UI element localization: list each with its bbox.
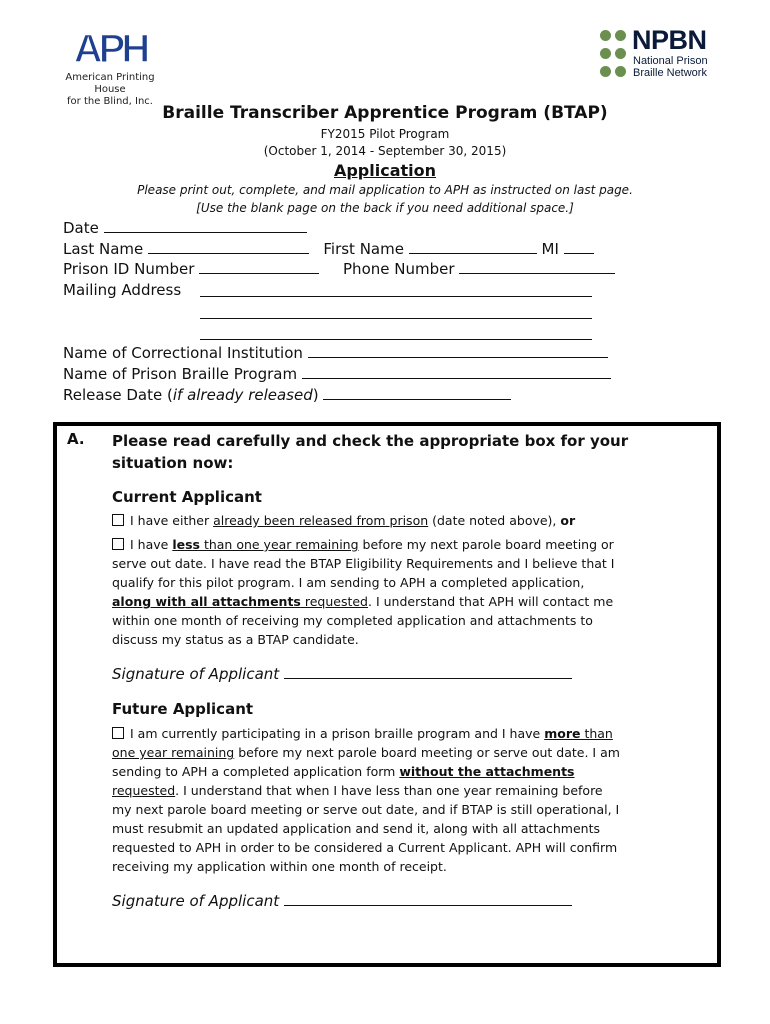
aph-name-line1: American Printing House (65, 72, 155, 95)
braille-dot (600, 30, 611, 41)
date-field[interactable] (63, 218, 307, 237)
signature-label: Signature of Applicant (112, 665, 280, 683)
c2-line3: qualify for this pilot program. I am sending to APH a completed application, (112, 575, 585, 590)
released-checkbox[interactable] (112, 514, 124, 526)
name-row (63, 239, 594, 258)
f-without-attachments: without the attachments (399, 764, 575, 779)
braille-program-field[interactable] (63, 364, 611, 383)
f-pre: I am currently participating in a prison braille program and I have (130, 726, 545, 741)
signature-future[interactable] (112, 891, 572, 910)
f-line4-rest: . I understand that when I have less than one year remaining before (175, 783, 603, 798)
aph-logo-letters: APH (73, 27, 147, 68)
c2-requested: requested (300, 594, 368, 609)
id-phone-row (63, 259, 615, 278)
section-a-letter: A. (67, 430, 85, 448)
c2-rest: before my next parole board meeting or (358, 537, 614, 552)
phone-line[interactable] (459, 259, 615, 274)
mi-line[interactable] (564, 239, 594, 254)
date-line[interactable] (104, 218, 307, 233)
c2-line6: discuss my status as a BTAP candidate. (112, 632, 359, 647)
option-future[interactable] (112, 724, 692, 876)
signature-label-2: Signature of Applicant (112, 892, 280, 910)
institution-line[interactable] (308, 343, 608, 358)
c2-line2: serve out date. I have read the BTAP Eligibility Requirements and I believe that I (112, 556, 615, 571)
f-line6: must resubmit an updated application and send it, along with all attachments (112, 821, 601, 836)
f-line5: my next parole board meeting or serve out date, and if BTAP is still operational, I (112, 802, 620, 817)
f-one-year: one year remaining (112, 745, 235, 760)
braille-dot (615, 30, 626, 41)
phone-label: Phone Number (343, 260, 455, 278)
c2-underlined: than one year remaining (199, 537, 359, 552)
less-than-year-checkbox[interactable] (112, 538, 124, 550)
future-applicant-heading: Future Applicant (112, 700, 254, 718)
braille-dot (600, 66, 611, 77)
current-applicant-heading: Current Applicant (112, 488, 262, 506)
c2-less: less (172, 537, 200, 552)
c1-text: I have either (130, 513, 214, 528)
braille-program-line[interactable] (302, 364, 611, 379)
last-name-label: Last Name (63, 240, 144, 258)
signature-line[interactable] (284, 664, 572, 679)
release-label-italic: if already released (172, 386, 313, 404)
braille-dot (600, 48, 611, 59)
first-name-label: First Name (323, 240, 404, 258)
f-requested: requested (112, 783, 176, 798)
prison-id-label: Prison ID Number (63, 260, 195, 278)
braille-dot (615, 48, 626, 59)
c2-line4-rest: . I understand that APH will contact me (368, 594, 614, 609)
subtitle-program: FY2015 Pilot Program (320, 127, 450, 141)
npbn-logo (598, 25, 723, 80)
instruction-mail: Please print out, complete, and mail application to APH as instructed on last page. (137, 183, 633, 197)
c1-mid: (date noted above), (428, 513, 561, 528)
aph-name-line2: for the Blind, Inc. (67, 96, 153, 107)
release-label-pre: Release Date ( (63, 386, 173, 404)
aph-logo (50, 20, 170, 107)
instruction-blank-page: [Use the blank page on the back if you need additional space.] (196, 201, 574, 215)
braille-dot (615, 66, 626, 77)
future-checkbox[interactable] (112, 727, 124, 739)
mailing-address-line-1[interactable] (200, 296, 592, 297)
first-name-line[interactable] (409, 239, 537, 254)
subtitle-dates: (October 1, 2014 - September 30, 2015) (263, 144, 507, 158)
c1-underlined: already been released from prison (213, 513, 429, 528)
release-label-post: ) (312, 386, 319, 404)
option-less-than-one-year[interactable] (112, 535, 687, 649)
f-than: than (580, 726, 613, 741)
f-line3-pre: sending to APH a completed application form (112, 764, 400, 779)
aph-logo-mark (50, 20, 170, 68)
braille-program-label: Name of Prison Braille Program (63, 365, 298, 383)
document-title: Braille Transcriber Apprentice Program (BTAP) (162, 103, 608, 123)
mailing-address-line-2[interactable] (200, 318, 592, 319)
c2-pre: I have (130, 537, 173, 552)
npbn-line1: National Prison (633, 55, 708, 67)
date-label: Date (63, 219, 99, 237)
section-a-heading-line2: situation now: (112, 454, 234, 472)
release-date-field[interactable] (63, 385, 511, 404)
f-line7: requested to APH in order to be considered a Current Applicant. APH will confirm (112, 840, 618, 855)
option-released[interactable] (112, 511, 575, 530)
f-line2-rest: before my next parole board meeting or serve out date. I am (234, 745, 620, 760)
mi-label: MI (541, 240, 559, 258)
signature-line-2[interactable] (284, 891, 572, 906)
prison-id-line[interactable] (199, 259, 319, 274)
c2-attachments: along with all attachments (112, 594, 301, 609)
last-name-line[interactable] (148, 239, 309, 254)
npbn-line2: Braille Network (633, 67, 707, 79)
release-date-line[interactable] (323, 385, 511, 400)
f-line8: receiving my application within one month of receipt. (112, 859, 447, 874)
application-heading: Application (333, 161, 437, 180)
npbn-wordmark: NPBN (632, 25, 707, 55)
f-more: more (544, 726, 581, 741)
c2-line5: within one month of receiving my completed application and attachments to (112, 613, 593, 628)
c1-or: or (560, 513, 576, 528)
institution-label: Name of Correctional Institution (63, 344, 303, 362)
mailing-address-line-3[interactable] (200, 339, 592, 340)
signature-current[interactable] (112, 664, 572, 683)
section-a-heading-line1: Please read carefully and check the appropriate box for your (112, 432, 629, 450)
mailing-address-label: Mailing Address (63, 281, 182, 299)
institution-field[interactable] (63, 343, 608, 362)
